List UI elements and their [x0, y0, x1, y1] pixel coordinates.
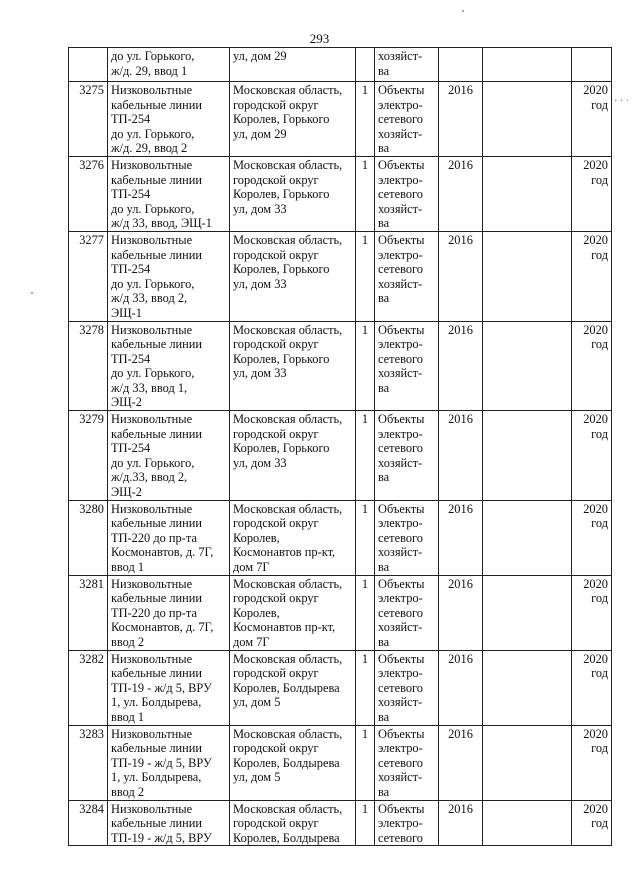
commission-year: 2016 — [439, 500, 483, 575]
object-name-line: ж/д 33, ввод 2, — [111, 291, 188, 306]
object-category-line: хозяйст- — [378, 695, 423, 710]
object-category-line: сетевого — [378, 441, 423, 456]
object-category-line: электро- — [378, 741, 423, 756]
commission-year: 2016 — [439, 725, 483, 800]
term-year-line: 2020 — [583, 83, 608, 97]
object-name-line: Низковольтные — [111, 576, 193, 591]
object-quantity: 1 — [356, 575, 375, 650]
term-year — [572, 500, 612, 575]
object-name-line: ТП-19 - ж/д 5, ВРУ — [111, 680, 212, 695]
object-category — [375, 48, 439, 82]
term-year — [572, 650, 612, 725]
object-category-line: ва — [378, 291, 390, 306]
scan-speck — [462, 10, 464, 12]
object-name-line: ввод 1 — [111, 560, 145, 574]
object-address-line: городской округ — [233, 741, 319, 756]
object-category-line: Объекты — [378, 726, 425, 741]
object-name-line: ввод 2 — [111, 784, 145, 799]
object-address-line: городской округ — [233, 426, 319, 441]
record-number: 3276 — [69, 156, 108, 231]
empty-cell — [483, 411, 572, 501]
object-category-line: электро- — [378, 97, 423, 112]
object-name — [108, 500, 230, 575]
object-address-line: городской округ — [233, 816, 319, 831]
object-name-line: ТП-254 — [111, 187, 151, 202]
object-category-line: Объекты — [378, 412, 425, 427]
object-name — [108, 82, 230, 157]
object-category-line: ва — [378, 634, 390, 649]
object-address-line: Королев, Горького — [233, 441, 330, 456]
object-category — [375, 231, 439, 321]
commission-year: 2016 — [439, 156, 483, 231]
object-category-line: хозяйст- — [378, 620, 423, 635]
object-address-line: дом 7Г — [233, 560, 270, 574]
object-name — [108, 156, 230, 231]
object-address-line: Московская область, — [233, 501, 343, 516]
object-category — [375, 725, 439, 800]
object-quantity: 1 — [356, 800, 375, 846]
object-name-line: ЭЩ-2 — [111, 485, 143, 500]
object-category-line: Объекты — [378, 83, 425, 97]
table-row — [69, 800, 612, 846]
object-name — [108, 321, 230, 411]
empty-cell — [483, 800, 572, 846]
object-name-line: до ул. Горького, — [111, 201, 195, 216]
object-category — [375, 321, 439, 411]
object-name-line: 1, ул. Болдырева, — [111, 770, 202, 785]
object-name-line: Низковольтные — [111, 651, 193, 666]
term-year-line: 2020 — [583, 651, 608, 666]
object-category — [375, 82, 439, 157]
empty-cell — [483, 156, 572, 231]
object-name-line: кабельные линии — [111, 816, 203, 831]
object-category-line: ва — [378, 216, 390, 231]
object-address — [230, 800, 356, 846]
object-address — [230, 411, 356, 501]
object-address-line: дом 7Г — [233, 634, 270, 649]
object-name — [108, 411, 230, 501]
object-category — [375, 500, 439, 575]
term-year — [572, 800, 612, 846]
object-name-line: кабельные линии — [111, 741, 203, 756]
record-number: 3277 — [69, 231, 108, 321]
empty-cell — [483, 231, 572, 321]
object-name-line: ввод 1 — [111, 709, 145, 724]
table-row — [69, 231, 612, 321]
object-category-line: ва — [378, 63, 390, 78]
object-name-line: ж/д. 29, ввод 2 — [111, 141, 188, 156]
object-name — [108, 650, 230, 725]
object-name-line: кабельные линии — [111, 516, 203, 531]
object-category-line: ва — [378, 470, 390, 485]
object-name-line: Низковольтные — [111, 232, 193, 247]
object-address-line: Московская область, — [233, 801, 343, 816]
term-year-line: год — [591, 97, 608, 112]
empty-cell — [483, 500, 572, 575]
object-address-line: Королев, — [233, 605, 280, 620]
object-name-line: до ул. Горького, — [111, 126, 195, 141]
term-year-line: 2020 — [583, 322, 608, 337]
term-year-line: 2020 — [583, 801, 608, 816]
object-address-line: Московская область, — [233, 726, 343, 741]
record-number: 3280 — [69, 500, 108, 575]
object-name — [108, 575, 230, 650]
object-address-line: Королев, Болдырева — [233, 680, 340, 695]
object-name-line: кабельные линии — [111, 247, 203, 262]
empty-cell — [483, 725, 572, 800]
object-category — [375, 156, 439, 231]
object-address-line: ул, дом 29 — [233, 49, 287, 63]
empty-cell — [483, 650, 572, 725]
object-address — [230, 650, 356, 725]
object-name-line: до ул. Горького, — [111, 455, 195, 470]
object-name-line: Низковольтные — [111, 157, 193, 172]
object-address-line: городской округ — [233, 172, 319, 187]
term-year-line — [575, 49, 608, 64]
object-name-line: Космонавтов, д. 7Г, — [111, 620, 214, 635]
term-year — [572, 575, 612, 650]
object-address-line: Московская область, — [233, 576, 343, 591]
term-year-line: 2020 — [583, 232, 608, 247]
object-address-line: Королев, Горького — [233, 351, 330, 366]
object-address-line: городской округ — [233, 516, 319, 531]
object-name-line: ж/д 33, ввод 1, — [111, 380, 188, 395]
object-category-line: электро- — [378, 666, 423, 681]
object-category-line: хозяйст- — [378, 49, 423, 63]
scan-speck — [31, 292, 33, 294]
commission-year: 2016 — [439, 800, 483, 846]
object-address — [230, 500, 356, 575]
table-row — [69, 575, 612, 650]
term-year-line: год — [591, 741, 608, 756]
object-category-line: сетевого — [378, 680, 423, 695]
object-name-line: ТП-19 - ж/д 5, ВРУ — [111, 755, 212, 770]
object-category-line: хозяйст- — [378, 545, 423, 560]
registry-table — [68, 47, 612, 846]
record-number: 3281 — [69, 575, 108, 650]
object-address-line: Московская область, — [233, 322, 343, 337]
object-category-line: ва — [378, 560, 390, 574]
term-year — [572, 48, 612, 82]
object-name — [108, 725, 230, 800]
object-category-line: сетевого — [378, 830, 423, 845]
commission-year: 2016 — [439, 650, 483, 725]
term-year-line: год — [591, 337, 608, 352]
object-name — [108, 48, 230, 82]
commission-year: 2016 — [439, 231, 483, 321]
object-address-line: Королев, Горького — [233, 187, 330, 202]
object-category — [375, 575, 439, 650]
object-category-line: сетевого — [378, 530, 423, 545]
commission-year — [439, 48, 483, 82]
object-address-line: Королев, Горького — [233, 112, 330, 127]
object-category-line: сетевого — [378, 262, 423, 277]
term-year-line: 2020 — [583, 501, 608, 516]
object-address-line: Космонавтов пр-кт, — [233, 620, 336, 635]
object-address — [230, 231, 356, 321]
object-address-line: Московская область, — [233, 232, 343, 247]
object-name-line: Низковольтные — [111, 322, 193, 337]
object-name-line: кабельные линии — [111, 666, 203, 681]
object-category-line: электро- — [378, 247, 423, 262]
object-address-line: ул, дом 5 — [233, 770, 281, 785]
object-category-line: Объекты — [378, 322, 425, 337]
commission-year: 2016 — [439, 575, 483, 650]
object-address-line: Московская область, — [233, 412, 343, 427]
object-name-line: Низковольтные — [111, 801, 193, 816]
object-name-line: ж/д.33, ввод 2, — [111, 470, 188, 485]
object-address — [230, 156, 356, 231]
term-year-line: год — [591, 247, 608, 262]
object-name-line: ввод 2 — [111, 634, 145, 649]
object-name-line: кабельные линии — [111, 337, 203, 352]
object-name-line: ТП-220 до пр-та — [111, 605, 197, 620]
empty-cell — [483, 321, 572, 411]
scan-speck: · · · — [614, 96, 629, 107]
empty-cell — [483, 48, 572, 82]
object-category-line: электро- — [378, 426, 423, 441]
table-row — [69, 48, 612, 82]
term-year — [572, 156, 612, 231]
object-quantity: 1 — [356, 411, 375, 501]
empty-cell — [483, 82, 572, 157]
empty-cell — [483, 575, 572, 650]
record-number: 3278 — [69, 321, 108, 411]
table-row — [69, 650, 612, 725]
object-name-line: ЭЩ-1 — [111, 305, 143, 320]
object-address-line: ул, дом 5 — [233, 695, 281, 710]
term-year-line: 2020 — [583, 576, 608, 591]
record-number: 3283 — [69, 725, 108, 800]
object-address-line: Королев, — [233, 530, 280, 545]
object-name-line: кабельные линии — [111, 97, 203, 112]
term-year-line: 2020 — [583, 412, 608, 427]
object-address-line: городской округ — [233, 247, 319, 262]
object-quantity: 1 — [356, 82, 375, 157]
object-category-line: электро- — [378, 816, 423, 831]
commission-year: 2016 — [439, 321, 483, 411]
object-address-line: ул, дом 29 — [233, 126, 287, 141]
object-category-line: сетевого — [378, 605, 423, 620]
table-row — [69, 82, 612, 157]
object-address-line: ул, дом 33 — [233, 455, 287, 470]
object-name-line: кабельные линии — [111, 172, 203, 187]
object-category-line: хозяйст- — [378, 455, 423, 470]
term-year-line: год — [591, 591, 608, 606]
object-category-line: хозяйст- — [378, 276, 423, 291]
object-quantity — [356, 48, 375, 82]
table-row — [69, 725, 612, 800]
object-category-line: сетевого — [378, 351, 423, 366]
object-address-line: ул, дом 33 — [233, 201, 287, 216]
object-category-line: ва — [378, 709, 390, 724]
record-number — [69, 48, 108, 82]
object-name-line: ТП-254 — [111, 441, 151, 456]
page-number: 293 — [309, 31, 330, 46]
object-category-line: ва — [378, 784, 390, 799]
object-category-line: сетевого — [378, 187, 423, 202]
term-year — [572, 411, 612, 501]
object-address — [230, 48, 356, 82]
record-number: 3279 — [69, 411, 108, 501]
object-name-line: до ул. Горького, — [111, 276, 195, 291]
object-address-line: ул, дом 33 — [233, 366, 287, 381]
object-quantity: 1 — [356, 156, 375, 231]
object-name-line: ЭЩ-2 — [111, 395, 143, 410]
object-address-line: Московская область, — [233, 157, 343, 172]
object-category-line: электро- — [378, 516, 423, 531]
term-year-line: 2020 — [583, 726, 608, 741]
object-category — [375, 800, 439, 846]
object-address — [230, 321, 356, 411]
term-year-line: год — [591, 426, 608, 441]
object-category-line: Объекты — [378, 576, 425, 591]
object-address-line: Московская область, — [233, 83, 343, 97]
object-category-line: хозяйст- — [378, 201, 423, 216]
object-quantity: 1 — [356, 500, 375, 575]
object-address-line: Королев, Горького — [233, 262, 330, 277]
object-category-line: электро- — [378, 172, 423, 187]
object-category-line: сетевого — [378, 112, 423, 127]
object-address — [230, 575, 356, 650]
object-name-line: 1, ул. Болдырева, — [111, 695, 202, 710]
object-category-line: электро- — [378, 591, 423, 606]
object-name-line: Космонавтов, д. 7Г, — [111, 545, 214, 560]
term-year — [572, 321, 612, 411]
commission-year: 2016 — [439, 411, 483, 501]
object-name-line: ТП-220 до пр-та — [111, 530, 197, 545]
object-address-line: Космонавтов пр-кт, — [233, 545, 336, 560]
object-address — [230, 82, 356, 157]
object-name — [108, 231, 230, 321]
table-row — [69, 500, 612, 575]
object-name-line: кабельные линии — [111, 591, 203, 606]
object-name-line: до ул. Горького, — [111, 366, 195, 381]
object-name-line: кабельные линии — [111, 426, 203, 441]
object-category-line: Объекты — [378, 801, 425, 816]
object-name — [108, 800, 230, 846]
object-name-line: Низковольтные — [111, 726, 193, 741]
term-year-line: год — [591, 516, 608, 531]
object-name-line: до ул. Горького, — [111, 49, 195, 63]
term-year — [572, 82, 612, 157]
term-year-line: год — [591, 816, 608, 831]
object-name-line: ТП-19 - ж/д 5, ВРУ — [111, 830, 212, 845]
record-number: 3284 — [69, 800, 108, 846]
object-quantity: 1 — [356, 321, 375, 411]
object-address-line: Королев, Болдырева — [233, 755, 340, 770]
object-category-line: Объекты — [378, 157, 425, 172]
object-category-line: ва — [378, 141, 390, 156]
object-address-line: городской округ — [233, 97, 319, 112]
table-row — [69, 321, 612, 411]
object-category-line: хозяйст- — [378, 366, 423, 381]
object-address — [230, 725, 356, 800]
object-address-line: Московская область, — [233, 651, 343, 666]
object-category-line: Объекты — [378, 232, 425, 247]
object-name-line: Низковольтные — [111, 501, 193, 516]
table-row — [69, 156, 612, 231]
object-category-line: ва — [378, 380, 390, 395]
object-category-line: сетевого — [378, 755, 423, 770]
object-quantity: 1 — [356, 650, 375, 725]
object-category-line: хозяйст- — [378, 770, 423, 785]
object-address-line: городской округ — [233, 591, 319, 606]
object-category-line: хозяйст- — [378, 126, 423, 141]
term-year-line: год — [591, 172, 608, 187]
object-category — [375, 650, 439, 725]
object-quantity: 1 — [356, 725, 375, 800]
commission-year: 2016 — [439, 82, 483, 157]
term-year-line: год — [591, 666, 608, 681]
object-address-line: ул, дом 33 — [233, 276, 287, 291]
object-quantity: 1 — [356, 231, 375, 321]
record-number: 3282 — [69, 650, 108, 725]
object-category-line: Объекты — [378, 651, 425, 666]
object-name-line: Низковольтные — [111, 412, 193, 427]
object-category — [375, 411, 439, 501]
object-name-line: ТП-254 — [111, 112, 151, 127]
term-year-line — [575, 64, 608, 79]
term-year — [572, 231, 612, 321]
object-category-line: Объекты — [378, 501, 425, 516]
term-year — [572, 725, 612, 800]
record-number: 3275 — [69, 82, 108, 157]
object-address-line: городской округ — [233, 666, 319, 681]
term-year-line: 2020 — [583, 157, 608, 172]
object-address-line: городской округ — [233, 337, 319, 352]
object-name-line: ТП-254 — [111, 351, 151, 366]
object-name-line: Низковольтные — [111, 83, 193, 97]
object-category-line: электро- — [378, 337, 423, 352]
object-name-line: ж/д. 29, ввод 1 — [111, 63, 188, 78]
table-row — [69, 411, 612, 501]
object-name-line: ТП-254 — [111, 262, 151, 277]
object-name-line: ж/д 33, ввод, ЭЩ-1 — [111, 216, 212, 231]
object-address-line: Королев, Болдырева — [233, 830, 340, 845]
